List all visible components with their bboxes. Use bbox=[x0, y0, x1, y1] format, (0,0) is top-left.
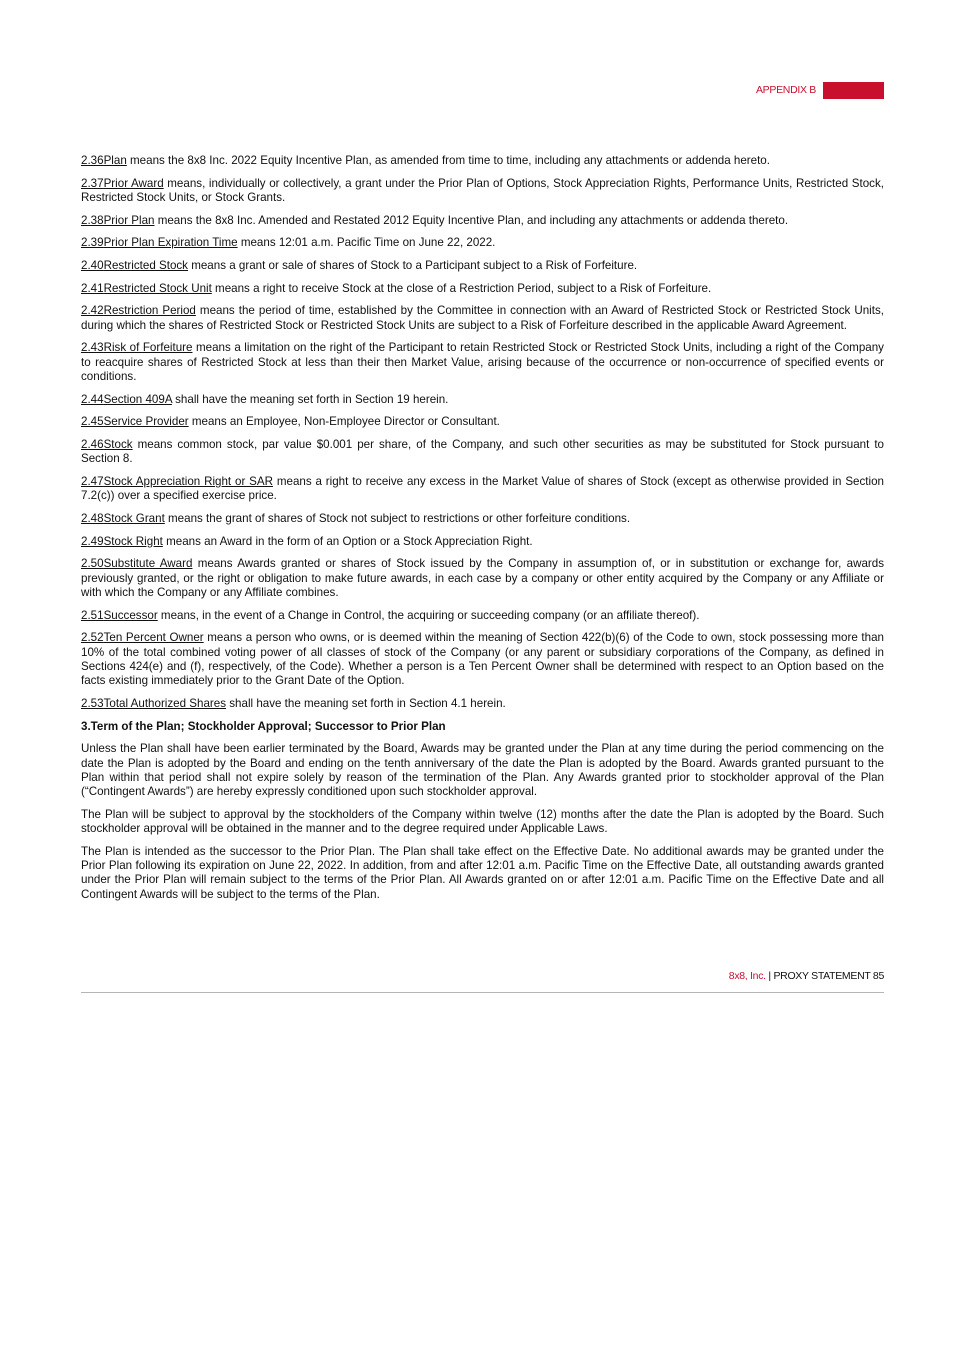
definition-number: 2.49 bbox=[81, 534, 104, 548]
definition-term-text: Prior Plan bbox=[103, 213, 155, 227]
definition-number: 2.51 bbox=[81, 608, 104, 622]
definition-item bbox=[81, 631, 884, 688]
definition-item bbox=[81, 415, 884, 429]
definition-term bbox=[81, 697, 226, 710]
definition-item bbox=[81, 393, 884, 407]
definition-term bbox=[81, 475, 273, 488]
definition-item bbox=[81, 609, 884, 623]
footer-rule bbox=[81, 992, 884, 993]
definition-item bbox=[81, 535, 884, 549]
footer-separator: | bbox=[765, 970, 774, 982]
definition-term-text: Substitute Award bbox=[103, 557, 193, 571]
definition-text: means 12:01 a.m. Pacific Time on June 22, 2022. bbox=[237, 236, 496, 250]
definition-text: means a right to receive Stock at the close of a Restriction Period, subject to a Risk of Forfeiture. bbox=[211, 281, 712, 295]
appendix-label: APPENDIX B bbox=[755, 84, 816, 96]
definition-term bbox=[81, 177, 164, 190]
definition-term-text: Successor bbox=[103, 608, 158, 622]
definition-text: means Awards granted or shares of Stock issued by the Company in assumption of, or in substitution or exchange for, awards previously granted, or the right or obligation to make future awards, in each case by a company or other entity acquired by the Company or any Affiliate or with which the Company or any Affiliate combines. bbox=[81, 557, 884, 599]
definition-term-text: Prior Plan Expiration Time bbox=[103, 236, 238, 250]
definition-term bbox=[81, 259, 188, 272]
section-paragraph: The Plan will be subject to approval by the stockholders of the Company within twelve (12) months after the date the Plan is adopted by the Board. Such stockholder approval will be obtained in the manner and to the degree required under Applicable Laws. bbox=[81, 807, 884, 836]
definition-text: means a person who owns, or is deemed within the meaning of Section 422(b)(6) of the Code to own, stock possessing more than 10% of the total combined voting power of all classes of stock of the Company (or any parent or subsidiary corporations of the Company, as defined in Sections 424(e) and (f), respectively, of the Code). Whether a person is a Ten Percent Owner shall be determined with respect to an Option based on the facts existing immediately prior to the Grant Date of the Option. bbox=[81, 631, 884, 688]
definition-item bbox=[81, 341, 884, 384]
definition-term bbox=[81, 512, 165, 525]
definition-number: 2.39 bbox=[81, 236, 104, 250]
definition-term-text: Section 409A bbox=[103, 392, 172, 406]
definition-number: 2.50 bbox=[81, 557, 104, 571]
definition-term-text: Restricted Stock Unit bbox=[103, 281, 212, 295]
definition-term-text: Risk of Forfeiture bbox=[103, 341, 193, 355]
definition-text: means the 8x8 Inc. Amended and Restated 2012 Equity Incentive Plan, and including any attachments or addenda thereto. bbox=[154, 213, 789, 227]
definition-term bbox=[81, 236, 238, 249]
definition-term-text: Stock bbox=[103, 438, 133, 452]
definition-text: means, individually or collectively, a grant under the Prior Plan of Options, Stock Appreciation Rights, Performance Units, Restricted Stock, Restricted Stock Units, or Stock Grants. bbox=[81, 176, 884, 204]
footer-doc-title: PROXY STATEMENT bbox=[773, 970, 871, 982]
footer-page-number: 85 bbox=[872, 970, 884, 982]
definition-text: means the grant of shares of Stock not subject to restrictions or other forfeiture conditions. bbox=[164, 512, 631, 526]
definition-number: 2.38 bbox=[81, 213, 104, 227]
section-paragraph: The Plan is intended as the successor to the Prior Plan. The Plan shall take effect on the Effective Date. No additional awards may be granted under the Prior Plan following its expiration on June 22, 2022. In addition, from and after 12:01 a.m. Pacific Time on the Effective Date, all outstanding awards granted under the Prior Plan will remain subject to the terms of the Prior Plan. All Awards granted on or after 12:01 a.m. Pacific Time on the Effective Date and all Contingent Awards will be subject to the terms of the Plan. bbox=[81, 844, 884, 901]
definition-term bbox=[81, 438, 133, 451]
definition-number: 2.37 bbox=[81, 176, 104, 190]
definition-number: 2.36 bbox=[81, 154, 104, 167]
definition-item bbox=[81, 475, 884, 504]
definition-term bbox=[81, 415, 189, 428]
definition-text: means an Award in the form of an Option or a Stock Appreciation Right. bbox=[162, 534, 533, 548]
definition-term bbox=[81, 282, 212, 295]
definition-text: shall have the meaning set forth in Section 4.1 herein. bbox=[226, 696, 506, 710]
definition-text: means the period of time, established by the Committee in connection with an Award of Restricted Stock or Restricted Stock Units, during which the shares of Restricted Stock or Restricted Stock Units are subject to a Risk of Forfeiture described in the applicable Award Agreement. bbox=[81, 304, 884, 332]
definition-term-text: Plan bbox=[103, 154, 127, 167]
definition-term bbox=[81, 393, 172, 406]
definition-number: 2.52 bbox=[81, 631, 104, 645]
definition-text: means, in the event of a Change in Control, the acquiring or succeeding company (or an affiliate thereof). bbox=[157, 608, 700, 622]
definition-text: means the 8x8 Inc. 2022 Equity Incentive Plan, as amended from time to time, including any attachments or addenda hereto. bbox=[126, 154, 770, 167]
document-body bbox=[81, 154, 884, 910]
definition-number: 2.47 bbox=[81, 475, 104, 489]
definition-item bbox=[81, 557, 884, 600]
definition-number: 2.40 bbox=[81, 259, 104, 273]
definition-term-text: Restricted Stock bbox=[103, 259, 188, 273]
definition-text: means common stock, par value $0.001 per share, of the Company, and such other securities as may be substituted for Stock pursuant to Section 8. bbox=[81, 438, 884, 466]
appendix-bar bbox=[823, 82, 884, 99]
definition-number: 2.48 bbox=[81, 512, 104, 526]
definition-number: 2.41 bbox=[81, 281, 104, 295]
definition-term bbox=[81, 154, 127, 167]
definition-item bbox=[81, 512, 884, 526]
definition-term-text: Stock Right bbox=[103, 534, 163, 548]
definition-term-text: Prior Award bbox=[103, 176, 164, 190]
definition-item bbox=[81, 697, 884, 711]
page-footer bbox=[500, 970, 884, 982]
definition-term-text: Ten Percent Owner bbox=[103, 631, 204, 645]
definition-term-text: Service Provider bbox=[103, 415, 189, 429]
definition-number: 2.43 bbox=[81, 341, 104, 355]
definition-item bbox=[81, 236, 884, 250]
definition-item bbox=[81, 438, 884, 467]
definition-term bbox=[81, 304, 196, 317]
definition-text: means an Employee, Non-Employee Director or Consultant. bbox=[188, 415, 500, 429]
definition-text: means a limitation on the right of the Participant to retain Restricted Stock or Restricted Stock Units, including a right of the Company to reacquire shares of Restricted Stock at less than their then Market Value, arising because of the occurrence or non-occurrence of specified events or conditions. bbox=[81, 341, 884, 383]
definition-text: means a grant or sale of shares of Stock to a Participant subject to a Risk of Forfeiture. bbox=[187, 259, 638, 273]
definition-text: means a right to receive any excess in the Market Value of shares of Stock (except as otherwise provided in Section 7.2(c)) over a specified exercise price. bbox=[81, 475, 884, 503]
definition-term bbox=[81, 557, 192, 570]
definition-item bbox=[81, 304, 884, 333]
definition-item bbox=[81, 259, 884, 273]
definition-number: 2.42 bbox=[81, 304, 104, 318]
definition-text: shall have the meaning set forth in Section 19 herein. bbox=[171, 392, 449, 406]
definition-term bbox=[81, 535, 163, 548]
definition-number: 2.44 bbox=[81, 392, 104, 406]
section-heading: 3.Term of the Plan; Stockholder Approval; Successor to Prior Plan bbox=[81, 719, 446, 733]
definition-item bbox=[81, 214, 884, 228]
definition-term bbox=[81, 631, 204, 644]
definition-term-text: Restriction Period bbox=[103, 304, 196, 318]
definition-term bbox=[81, 341, 192, 354]
definition-term-text: Total Authorized Shares bbox=[103, 696, 227, 710]
definition-number: 2.45 bbox=[81, 415, 104, 429]
definition-number: 2.46 bbox=[81, 438, 104, 452]
definition-term-text: Stock Appreciation Right or SAR bbox=[103, 475, 273, 489]
section-paragraph: Unless the Plan shall have been earlier terminated by the Board, Awards may be granted under the Plan at any time during the period commencing on the date the Plan is adopted by the Board and ending on the tenth anniversary of the date the Plan is adopted by the Board. Awards granted pursuant to the Plan within that period shall not expire solely by reason of the termination of the Plan. Any Awards granted prior to stockholder approval of the Plan (“Contingent Awards”) are hereby expressly conditioned upon such stockholder approval. bbox=[81, 742, 884, 799]
definition-term bbox=[81, 609, 158, 622]
definition-item bbox=[81, 177, 884, 206]
definition-number: 2.53 bbox=[81, 696, 104, 710]
definition-item bbox=[81, 154, 884, 168]
definition-term bbox=[81, 214, 154, 227]
definitions-list bbox=[81, 154, 884, 711]
footer-company: 8x8, Inc. bbox=[728, 970, 766, 982]
definition-item bbox=[81, 282, 884, 296]
definition-term-text: Stock Grant bbox=[103, 512, 165, 526]
